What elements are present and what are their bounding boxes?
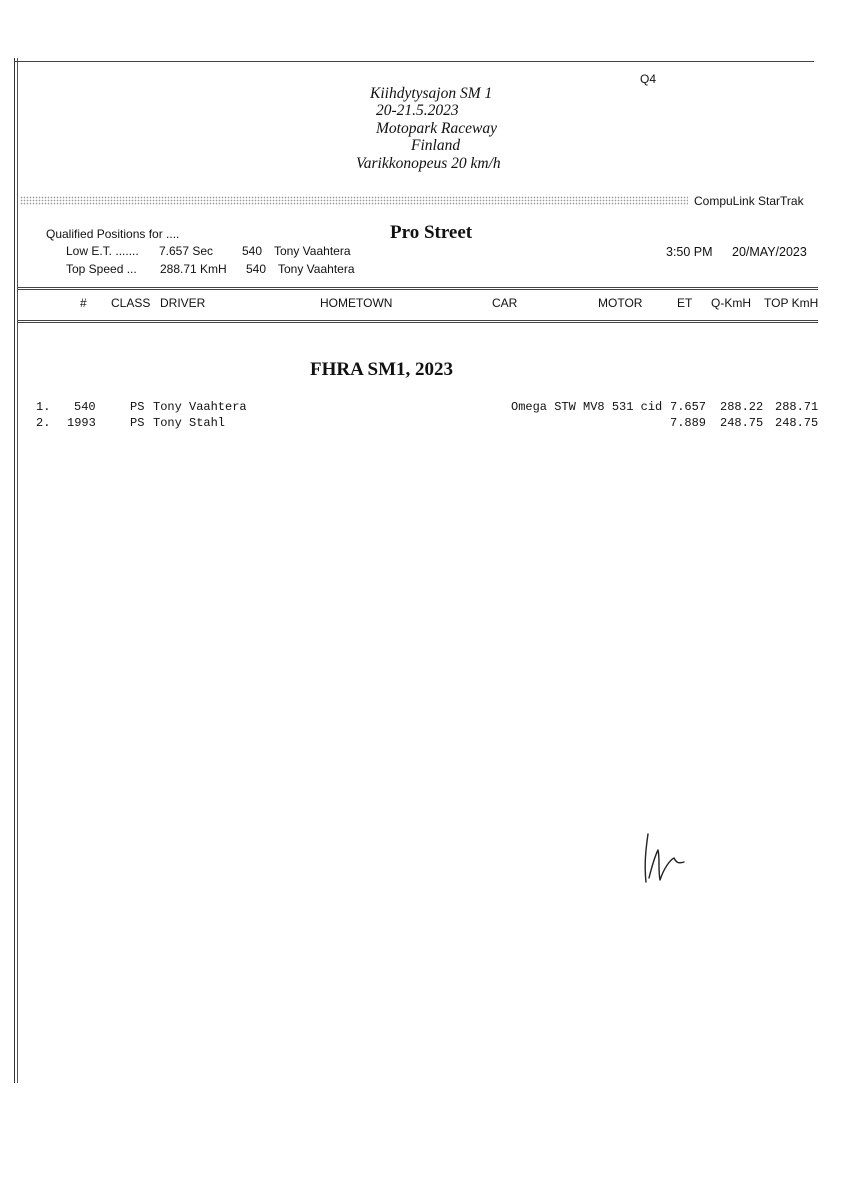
header-rule-top-2 bbox=[18, 289, 818, 290]
row-class: PS bbox=[130, 416, 145, 430]
header-rule-bottom bbox=[18, 320, 818, 321]
row-class: PS bbox=[130, 400, 145, 414]
top-speed-car-number: 540 bbox=[246, 262, 267, 276]
row-top-kmh: 248.75 bbox=[775, 416, 819, 430]
print-date: 20/MAY/2023 bbox=[732, 245, 807, 259]
col-motor: MOTOR bbox=[598, 296, 643, 310]
col-top-kmh: TOP KmH bbox=[764, 296, 819, 310]
sheet-code: Q4 bbox=[640, 72, 657, 86]
row-top-kmh: 288.71 bbox=[775, 400, 819, 414]
row-q-kmh: 248.75 bbox=[720, 416, 764, 430]
row-driver: Tony Vaahtera bbox=[153, 400, 247, 414]
top-speed-value: 288.71 KmH bbox=[160, 262, 227, 276]
event-country: Finland bbox=[411, 137, 461, 154]
signature-mark bbox=[640, 828, 700, 888]
row-q-kmh: 288.22 bbox=[720, 400, 764, 414]
event-venue: Motopark Raceway bbox=[376, 120, 497, 137]
col-driver: DRIVER bbox=[160, 296, 206, 310]
row-motor: Omega STW MV8 531 cid bbox=[511, 400, 663, 414]
dotted-band bbox=[20, 196, 688, 205]
low-et-label: Low E.T. ....... bbox=[66, 244, 139, 258]
top-border-rule bbox=[14, 61, 814, 62]
section-title: FHRA SM1, 2023 bbox=[310, 359, 454, 380]
row-position: 2. bbox=[36, 416, 51, 430]
event-pit-speed: Varikkonopeus 20 km/h bbox=[356, 155, 501, 172]
low-et-driver: Tony Vaahtera bbox=[274, 244, 351, 258]
header-rule-bottom-2 bbox=[18, 322, 818, 323]
low-et-value: 7.657 Sec bbox=[159, 244, 214, 258]
left-border-rule-inner bbox=[17, 58, 18, 1083]
left-border-rule bbox=[14, 58, 15, 1083]
col-car: CAR bbox=[492, 296, 518, 310]
event-dates: 20-21.5.2023 bbox=[376, 102, 459, 119]
low-et-car-number: 540 bbox=[242, 244, 263, 258]
col-q-kmh: Q-KmH bbox=[711, 296, 751, 310]
row-driver: Tony Stahl bbox=[153, 416, 226, 430]
top-speed-driver: Tony Vaahtera bbox=[278, 262, 355, 276]
col-number: # bbox=[80, 296, 87, 310]
event-name: Kiihdytysajon SM 1 bbox=[370, 85, 493, 102]
top-speed-label: Top Speed ... bbox=[66, 262, 137, 276]
row-car-number: 1993 bbox=[67, 416, 96, 430]
row-et: 7.657 bbox=[670, 400, 707, 414]
qualified-heading: Qualified Positions for .... bbox=[46, 227, 180, 241]
software-name: CompuLink StarTrak bbox=[694, 194, 804, 208]
print-time: 3:50 PM bbox=[666, 245, 713, 259]
col-hometown: HOMETOWN bbox=[320, 296, 393, 310]
class-title: Pro Street bbox=[390, 222, 473, 243]
col-et: ET bbox=[677, 296, 693, 310]
header-rule-top bbox=[18, 287, 818, 288]
col-class: CLASS bbox=[111, 296, 151, 310]
row-position: 1. bbox=[36, 400, 51, 414]
row-car-number: 540 bbox=[74, 400, 96, 414]
row-et: 7.889 bbox=[670, 416, 707, 430]
